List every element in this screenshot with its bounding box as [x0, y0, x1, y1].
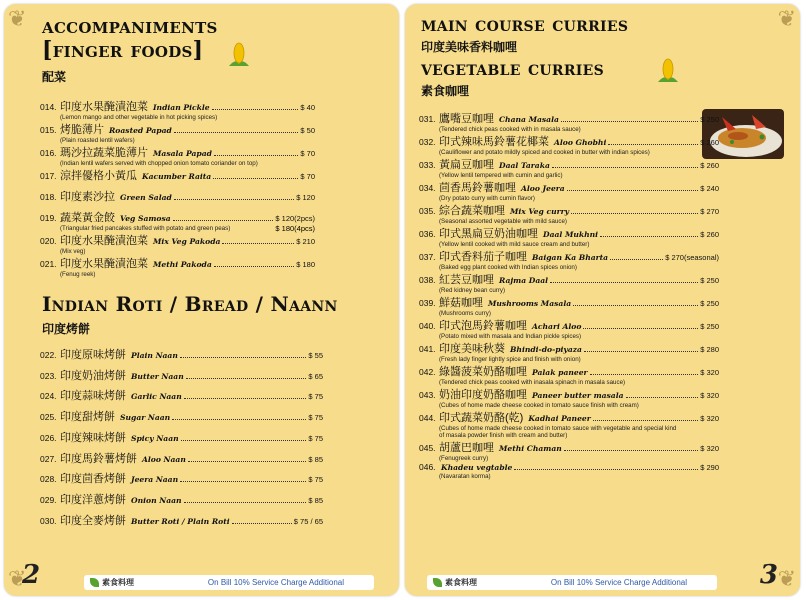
menu-item: [419, 133, 719, 156]
item-name-en: Khadeu vegtable: [441, 463, 513, 473]
item-name-en: Aloo Naan: [142, 454, 186, 464]
item-name-cn: 印度水果醃漬泡菜: [60, 235, 148, 247]
item-name-cn: 印度水果醃漬泡菜: [60, 101, 148, 113]
section-title-main-course: main course curries: [421, 12, 629, 36]
item-number: 032.: [419, 137, 436, 147]
item-name-en: Aloo Jeera: [521, 184, 565, 193]
item-name-en: Rajma Daal: [499, 276, 549, 285]
item-name-en: Kadhai Paneer: [528, 414, 591, 423]
menu-item: [419, 439, 719, 462]
item-price: $ 250: [700, 115, 719, 124]
item-price: $ 210: [296, 237, 315, 246]
dotted-leader: [561, 121, 698, 122]
item-name-cn: 印式辣味馬鈴薯花椰菜: [439, 136, 549, 148]
item-number: 038.: [419, 275, 436, 285]
item-number: 015.: [40, 125, 57, 135]
item-number: 042.: [419, 367, 436, 377]
item-name-en: Veg Samosa: [120, 214, 171, 223]
dotted-leader: [188, 461, 307, 462]
item-number: 033.: [419, 160, 436, 170]
item-name-en: Daal Taraka: [499, 161, 550, 170]
footer-bar: [427, 575, 717, 590]
item-price: $ 250: [700, 299, 719, 308]
item-name-en: Masala Papad: [153, 149, 212, 158]
dotted-leader: [213, 178, 298, 179]
item-description: (Navaratan korma): [439, 473, 491, 481]
item-price: $ 85: [308, 454, 323, 464]
item-price: $ 50: [300, 126, 315, 135]
item-name-en: Methi Pakoda: [153, 260, 212, 269]
menu-item: [419, 363, 719, 386]
menu-item-line: [419, 133, 719, 149]
item-name-cn: 印度甜烤餅: [60, 411, 115, 424]
item-price: $ 270(seasonal): [665, 253, 719, 262]
menu-item-line: [419, 271, 719, 287]
leaf-icon: [90, 578, 99, 587]
item-number: 019.: [40, 213, 57, 223]
menu-page-left: [4, 4, 399, 596]
item-number: 044.: [419, 413, 436, 423]
veg-badge-label: 素食料理: [102, 578, 134, 587]
item-number: 041.: [419, 344, 436, 354]
item-price: $ 320: [700, 368, 719, 377]
item-description: (Fresh lady finger lightly spice and finish with onion): [439, 356, 581, 363]
menu-item: [40, 209, 315, 232]
menu-item-line: [40, 121, 315, 137]
menu-item: [40, 144, 315, 167]
item-name-cn: 印度馬鈴薯烤餅: [60, 452, 137, 465]
item-price: $ 260: [700, 230, 719, 239]
item-name-cn: 印度全麥烤餅: [60, 514, 126, 527]
item-name-en: Paneer butter masala: [532, 391, 624, 400]
section-subtitle-cn: 配菜: [42, 70, 67, 84]
item-description: (Fenugreek curry): [439, 455, 489, 463]
item-description: (Seasonal assorted vegetable with mild sauce): [439, 218, 567, 225]
veg-badge: [427, 577, 483, 588]
item-name-cn: 印度原味烤餅: [60, 349, 126, 361]
item-description: (Plain roasted lentil wafers): [60, 137, 135, 144]
item-price: $ 75: [308, 392, 323, 402]
item-name-en: Palak paneer: [532, 368, 588, 377]
dotted-leader: [232, 523, 292, 524]
menu-item-line: [40, 429, 323, 445]
menu-item: [40, 346, 323, 362]
item-name-cn: 印度水果醃漬泡菜: [60, 258, 148, 270]
leaf-icon: [433, 578, 442, 587]
ornament-swirl-icon: ❦: [8, 6, 27, 31]
dotted-leader: [567, 190, 698, 191]
menu-item-line: [419, 294, 719, 310]
section-title-accompaniments: accompaniments: [42, 13, 218, 39]
item-number: 014.: [40, 102, 57, 112]
menu-item: [40, 512, 323, 528]
page-number: 3: [759, 560, 778, 590]
item-name-en: Plain Naan: [131, 351, 178, 360]
item-name-en: Kacumber Raita: [142, 172, 212, 181]
item-name-en: Roasted Papad: [109, 126, 172, 135]
corn-icon: [655, 58, 681, 84]
item-name-en: Methi Chaman: [499, 444, 562, 454]
item-name-en: Garlic Naan: [131, 392, 182, 402]
item-name-en: Bhindi-do-piyaza: [510, 345, 582, 354]
menu-item-line: [40, 512, 323, 528]
item-price: $ 240: [700, 184, 719, 193]
item-name-cn: 印度茴香烤餅: [60, 473, 126, 486]
item-price-alt: $ 180(4pcs): [275, 224, 315, 233]
item-price: $ 320: [700, 444, 719, 454]
dotted-leader: [186, 378, 307, 379]
item-name-cn: 綠醬菠菜奶酪咖哩: [439, 366, 527, 378]
menu-item: [40, 408, 323, 424]
item-description: (Red kidney bean curry): [439, 287, 506, 294]
item-price: $ 260: [700, 138, 719, 147]
menu-item: [40, 491, 323, 507]
item-name-en: Chana Masala: [499, 115, 559, 124]
menu-item: [419, 340, 719, 363]
menu-item-line: [40, 98, 315, 114]
menu-item-line: [40, 346, 323, 362]
menu-item-line: [40, 408, 323, 424]
item-description: (Yellow lentil tempered with cumin and garlic): [439, 172, 563, 179]
dotted-leader: [593, 420, 698, 421]
menu-page-right: [405, 4, 800, 596]
item-name-en: Sugar Naan: [120, 413, 171, 423]
item-price: $ 120(2pcs): [275, 214, 315, 223]
item-description: (Mix veg): [60, 248, 86, 255]
item-price: $ 65: [308, 371, 323, 381]
item-number: 018.: [40, 192, 57, 202]
menu-item: [419, 248, 719, 271]
menu-item: [419, 294, 719, 317]
menu-item-line: [40, 450, 323, 466]
menu-item: [419, 271, 719, 294]
item-price: $ 75: [308, 433, 323, 443]
item-number: 025.: [40, 412, 57, 423]
section-subtitle-cn: 印度烤餅: [42, 322, 91, 336]
dotted-leader: [573, 305, 698, 306]
dotted-leader: [174, 199, 294, 200]
menu-item: [419, 110, 719, 133]
item-price: $ 250: [700, 322, 719, 331]
dotted-leader: [181, 440, 307, 441]
item-name-en: Jeera Naan: [131, 475, 179, 485]
item-name-en: Daal Mukhni: [543, 230, 599, 239]
menu-item-line: [40, 144, 315, 160]
menu-item-line: [419, 248, 719, 264]
item-price: $ 120: [296, 193, 315, 202]
dotted-leader: [180, 357, 307, 358]
item-name-cn: 綜合蔬菜咖哩: [439, 205, 505, 217]
menu-item-line: [419, 386, 719, 402]
item-name-cn: 鮮菇咖哩: [439, 297, 483, 309]
item-price: $ 75: [308, 413, 323, 423]
menu-item: [40, 470, 323, 486]
menu-item-line: [40, 255, 315, 271]
item-name-cn: 瑪沙拉蔬菜脆薄片: [60, 147, 148, 159]
ornament-swirl-icon: ❦: [8, 566, 27, 591]
item-price: $ 290: [700, 463, 719, 473]
dotted-leader: [626, 397, 699, 398]
dotted-leader: [212, 109, 299, 110]
corn-icon: [226, 42, 252, 68]
item-number: 035.: [419, 206, 436, 216]
dotted-leader: [550, 282, 698, 283]
item-number: 028.: [40, 474, 57, 485]
menu-item: [40, 450, 323, 466]
item-description: (Baked egg plant cooked with Indian spices onion): [439, 264, 577, 271]
item-name-cn: 印式香料茄子咖哩: [439, 251, 527, 263]
dotted-leader: [173, 220, 274, 221]
menu-item: [419, 156, 719, 179]
menu-item: [40, 255, 315, 278]
item-number: 016.: [40, 148, 57, 158]
item-number: 022.: [40, 350, 57, 360]
item-description: (Triangular fried pancakes stuffed with potato and green peas): [60, 225, 231, 232]
dotted-leader: [180, 481, 306, 482]
item-number: 034.: [419, 183, 436, 193]
item-name-cn: 胡蘆巴咖哩: [439, 442, 494, 455]
item-name-en: Indian Pickle: [153, 103, 210, 112]
item-name-en: Baigan Ka Bharta: [532, 253, 609, 262]
dotted-leader: [571, 213, 698, 214]
menu-item-line: [419, 317, 719, 333]
item-price: $ 260: [700, 161, 719, 170]
item-description: (Fenug reek): [60, 271, 96, 278]
menu-item-line: [40, 209, 315, 225]
item-name-en: Green Salad: [120, 193, 172, 202]
dotted-leader: [174, 132, 299, 133]
menu-item-line: [40, 367, 323, 383]
dotted-leader: [552, 167, 698, 168]
dotted-leader: [184, 502, 307, 503]
footer-bar: [84, 575, 374, 590]
service-charge-note: On Bill 10% Service Charge Additional: [207, 578, 344, 587]
item-number: 020.: [40, 236, 57, 246]
menu-item-line: [40, 232, 315, 248]
dotted-leader: [564, 450, 698, 451]
dotted-leader: [184, 398, 307, 399]
item-description: (Cubes of home made cheese cooked in tomato sauce finish with cream): [439, 402, 639, 409]
dotted-leader: [172, 419, 306, 420]
item-number: 024.: [40, 391, 57, 402]
menu-item-line: [419, 340, 719, 356]
item-number: 031.: [419, 114, 436, 124]
item-description: (Potato mixed with masala and Indian pickle spices): [439, 333, 582, 340]
veg-badge: [84, 577, 140, 588]
item-name-en: Butter Naan: [131, 371, 184, 381]
item-price: $ 55: [308, 351, 323, 360]
page-number: 2: [22, 560, 41, 590]
dotted-leader: [584, 351, 698, 352]
item-number: 043.: [419, 390, 436, 400]
menu-item: [40, 98, 315, 121]
item-name-en: Achari Aloo: [532, 322, 582, 331]
item-name-cn: 印度洋蔥烤餅: [60, 493, 126, 506]
item-number: 039.: [419, 298, 436, 308]
item-number: 040.: [419, 321, 436, 331]
item-number: 027.: [40, 453, 57, 464]
item-description: (Cubes of home made cheese cooked in tomato sauce with vegetable and special kind: [439, 425, 677, 432]
menu-item: [419, 317, 719, 340]
menu-item: [40, 367, 323, 383]
item-price: $ 75: [308, 475, 323, 485]
item-number: 037.: [419, 252, 436, 262]
item-name-cn: 奶油印度奶酪咖哩: [439, 389, 527, 401]
dotted-leader: [214, 266, 294, 267]
item-name-cn: 印度美味秋葵: [439, 343, 505, 355]
item-name-cn: 印度蒜味烤餅: [60, 390, 126, 403]
item-name-cn: 印度奶油烤餅: [60, 369, 126, 382]
item-price: $ 320: [700, 414, 719, 423]
menu-item-line: [419, 363, 719, 379]
item-price: $ 75 / 65: [293, 516, 323, 526]
section-subtitle-cn: 素食咖哩: [421, 84, 470, 98]
item-number: 030.: [40, 515, 57, 526]
item-price: $ 250: [700, 276, 719, 285]
item-name-cn: 鷹嘴豆咖哩: [439, 113, 494, 125]
item-price: $ 270: [700, 207, 719, 216]
menu-item-line: [419, 462, 719, 473]
item-price: $ 280: [700, 345, 719, 354]
item-name-en: Spicy Naan: [131, 433, 179, 443]
section-title-finger-foods: [finger foods]: [42, 37, 204, 63]
item-description: (Lemon mango and other vegetable in hot picking spices): [60, 114, 218, 121]
item-name-cn: 烤脆薄片: [60, 124, 104, 136]
item-name-cn: 印式泡馬鈴薯咖哩: [439, 320, 527, 332]
item-number: 045.: [419, 443, 436, 454]
item-name-en: Mushrooms Masala: [488, 299, 572, 308]
item-description: (Tendered chick peas cooked with in masala sauce): [439, 126, 581, 133]
item-name-cn: 涼拌優格小黃瓜: [60, 170, 137, 182]
dotted-leader: [600, 236, 698, 237]
menu-item: [40, 387, 323, 403]
item-price: $ 70: [300, 149, 315, 158]
menu-item: [40, 167, 315, 183]
item-price: $ 320: [700, 391, 719, 400]
item-number: 046.: [419, 462, 436, 473]
item-name-en: Aloo Ghobhi: [554, 138, 607, 147]
item-price: $ 85: [308, 495, 323, 505]
menu-item-line: [40, 491, 323, 507]
section-title-vegetable-curries: vegetable curries: [421, 56, 605, 80]
item-name-en: Mix Veg Pakoda: [153, 237, 221, 246]
dotted-leader: [608, 144, 698, 145]
menu-item: [419, 202, 719, 225]
menu-item-line: [419, 202, 719, 218]
item-name-cn: 黃扁豆咖哩: [439, 159, 494, 171]
item-name-en: Butter Roti / Plain Roti: [131, 516, 230, 526]
item-name-cn: 茴香馬鈴薯咖哩: [439, 182, 516, 194]
service-charge-note: On Bill 10% Service Charge Additional: [550, 578, 687, 587]
dotted-leader: [610, 259, 663, 260]
menu-item-line: [419, 225, 719, 241]
item-name-cn: 印度辣味烤餅: [60, 431, 126, 444]
menu-item-line: [40, 387, 323, 403]
menu-item: [40, 232, 315, 255]
ornament-swirl-icon: ❦: [777, 566, 796, 591]
item-name-en: Mix Veg curry: [510, 207, 569, 216]
menu-item-line: [40, 188, 315, 204]
menu-item: [419, 409, 719, 440]
item-price: $ 40: [300, 103, 315, 112]
item-description: (Tendered chick peas cooked with inasala spinach in masala sauce): [439, 379, 626, 386]
ornament-swirl-icon: ❦: [777, 6, 796, 31]
item-name-cn: 印度素沙拉: [60, 191, 115, 203]
item-price: $ 70: [300, 172, 315, 181]
menu-item: [419, 225, 719, 248]
item-description: (Mushrooms curry): [439, 310, 491, 317]
dotted-leader: [590, 374, 699, 375]
item-description: (Dry potato curry with cumin flavor): [439, 195, 535, 202]
item-name-cn: 紅芸豆咖哩: [439, 274, 494, 286]
section-subtitle-cn: 印度美味香料咖哩: [421, 40, 518, 54]
item-number: 036.: [419, 229, 436, 239]
section-title-roti: Indian Roti / Bread / Naann: [42, 292, 338, 316]
item-number: 017.: [40, 171, 57, 181]
item-description: (Indian lentil wafers served with chopped onion tomato coriander on top): [60, 160, 258, 167]
menu-item: [419, 386, 719, 409]
menu-item: [419, 462, 719, 480]
menu-item: [419, 179, 719, 202]
item-description: (Cauliflower and potato mildly spiced and cooked in butter with indian spices): [439, 149, 650, 156]
menu-item: [40, 121, 315, 144]
menu-item-line: [419, 110, 719, 126]
menu-item-line: [40, 167, 315, 183]
item-price: $ 180: [296, 260, 315, 269]
menu-item: [40, 188, 315, 204]
item-number: 023.: [40, 370, 57, 381]
item-description: of masala powder finish with cream and butter): [439, 432, 568, 440]
item-name-cn: 蔬菜黃金餃: [60, 212, 115, 224]
dotted-leader: [222, 243, 294, 244]
menu-item-line: [419, 156, 719, 172]
menu-item-line: [40, 470, 323, 486]
item-name-cn: 印式黑扁豆奶油咖哩: [439, 228, 538, 240]
menu-item-line: [419, 179, 719, 195]
item-number: 026.: [40, 432, 57, 443]
menu-item: [40, 429, 323, 445]
item-number: 029.: [40, 494, 57, 505]
dotted-leader: [214, 155, 298, 156]
veg-badge-label: 素食料理: [445, 578, 477, 587]
menu-item-line: [419, 409, 719, 425]
item-description: (Yellow lentil cooked with mild sauce cream and butter): [439, 241, 590, 248]
item-number: 021.: [40, 259, 57, 269]
menu-item-line: [419, 439, 719, 455]
dotted-leader: [514, 469, 698, 470]
item-name-en: Onion Naan: [131, 495, 182, 505]
item-name-cn: 印式蔬菜奶酪(乾): [439, 412, 524, 424]
dotted-leader: [583, 328, 698, 329]
